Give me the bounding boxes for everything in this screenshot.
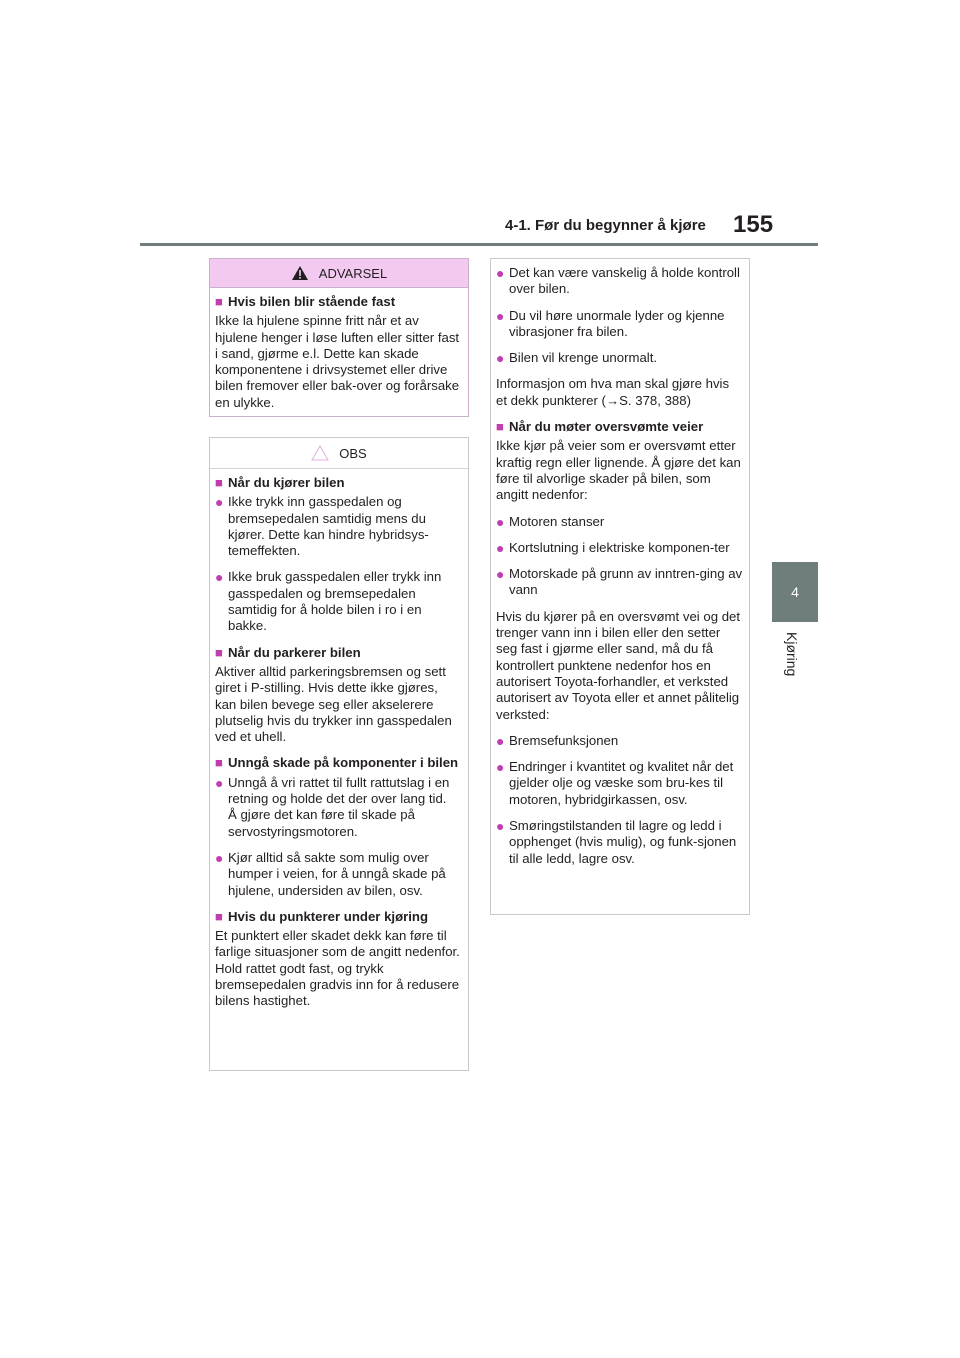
- obs-heading-3: ■ Unngå skade på komponenter i bilen: [215, 755, 459, 771]
- obs-bullet: ● Ikke bruk gasspedalen eller trykk inn gasspedalen og bremsepedalen samtidig for å holde bilen i ro i en bakke.: [215, 569, 442, 634]
- right-bullet: ● Motorskade på grunn av inntren-ging av vann: [496, 566, 743, 598]
- right-bullet: ● Bilen vil krenge unormalt.: [496, 350, 658, 367]
- page-number: 155: [733, 211, 774, 238]
- chapter-tab: [772, 562, 818, 622]
- warning-box: [209, 258, 469, 417]
- obs-bullet: ● Kjør alltid så sakte som mulig over humper i veien, for å unngå skade på hjulene, undersiden av bilen, osv.: [215, 849, 446, 898]
- warning-text: Ikke la hjulene spinne fritt når et av hjulene henger i løse luften eller sitter fast i sand, gjørme e.l. Dette kan skade komponentene i drivsystemet eller drive bilen fremover eller bak-over og forårsake en ulykke.: [215, 313, 460, 410]
- right-bullet: ● Bremsefunksjonen: [496, 732, 619, 749]
- right-bullet: ● Kortslutning i elektriske komponen-ter: [496, 539, 730, 556]
- right-bullet: ● Det kan være vanskelig å holde kontroll over bilen.: [496, 265, 740, 297]
- continuation-box: [490, 258, 750, 915]
- obs-paragraph: Aktiver alltid parkeringsbremsen og sett giret i P-stilling. Hvis dette ikke gjøres, kan bilen bevege seg eller akselerere plutselig hvis du trykker inn gasspedalen ved et uhell.: [215, 663, 452, 745]
- right-bullet: ● Motoren stanser: [496, 513, 605, 530]
- obs-paragraph: Et punktert eller skadet dekk kan føre til farlige situasjoner som de angitt nedenfor. Hold rattet godt fast, og trykk bremsepedalen gradvis inn for å redusere bilens hastighet.: [215, 928, 460, 1009]
- warning-title: ADVARSEL: [318, 265, 388, 281]
- obs-bullet: ● Unngå å vri rattet til fullt rattutslag i en retning og holde det der over lang tid. Å gjøre det kan føre til skade på servostyringsmotoren.: [215, 774, 450, 839]
- chapter-label: Kjøring: [784, 632, 800, 677]
- obs-heading-1: ■ Når du kjører bilen: [215, 475, 345, 490]
- right-bullet: ● Endringer i kvantitet og kvalitet når det gjelder olje og væske som bru-kes til motoren, hybridgirkassen, osv.: [496, 759, 734, 807]
- section-title: 4-1. Før du begynner å kjøre: [505, 217, 706, 234]
- obs-bullet: ● Ikke trykk inn gasspedalen og bremsepedalen samtidig mens du kjører. Dette kan hindre hybridsys-temeffekten.: [215, 494, 429, 559]
- warning-heading: ■ Hvis bilen blir stående fast: [215, 294, 396, 309]
- warning-header: [210, 259, 468, 288]
- right-heading: ■ Når du møter oversvømte veier: [496, 419, 704, 435]
- chapter-number: 4: [791, 584, 799, 600]
- right-bullet: ● Du vil høre unormale lyder og kjenne vibrasjoner fra bilen.: [496, 307, 725, 339]
- obs-header: [210, 438, 468, 469]
- obs-title: OBS: [339, 445, 367, 461]
- header-rule: [140, 243, 818, 246]
- obs-heading-2: ■ Når du parkerer bilen: [215, 644, 361, 660]
- caution-icon: [311, 445, 329, 461]
- right-paragraph: Ikke kjør på veier som er oversvømt etter kraftig regn eller lignende. Å gjøre det kan føre til alvorlige skader på bilen, som angitt nedenfor:: [496, 438, 741, 503]
- right-paragraph: Informasjon om hva man skal gjøre hvis et dekk punkterer (→S. 378, 388): [496, 376, 730, 408]
- right-paragraph: Hvis du kjører på en oversvømt vei og det trenger vann inn i bilen eller den setter seg fast i gjørme eller sand, må du få kontrollert punktene nedenfor hos en autorisert Toyota-forhandler, et verksted autorisert av Toyota eller et annet pålitelig verksted:: [496, 608, 741, 722]
- obs-box: [209, 437, 469, 1071]
- warning-icon: [291, 265, 309, 281]
- right-bullet: ● Smøringstilstanden til lagre og ledd i opphenget (hvis mulig), og funk-sjonen til alle ledd, lagre osv.: [496, 818, 737, 866]
- obs-heading-4: ■ Hvis du punkterer under kjøring: [215, 908, 429, 924]
